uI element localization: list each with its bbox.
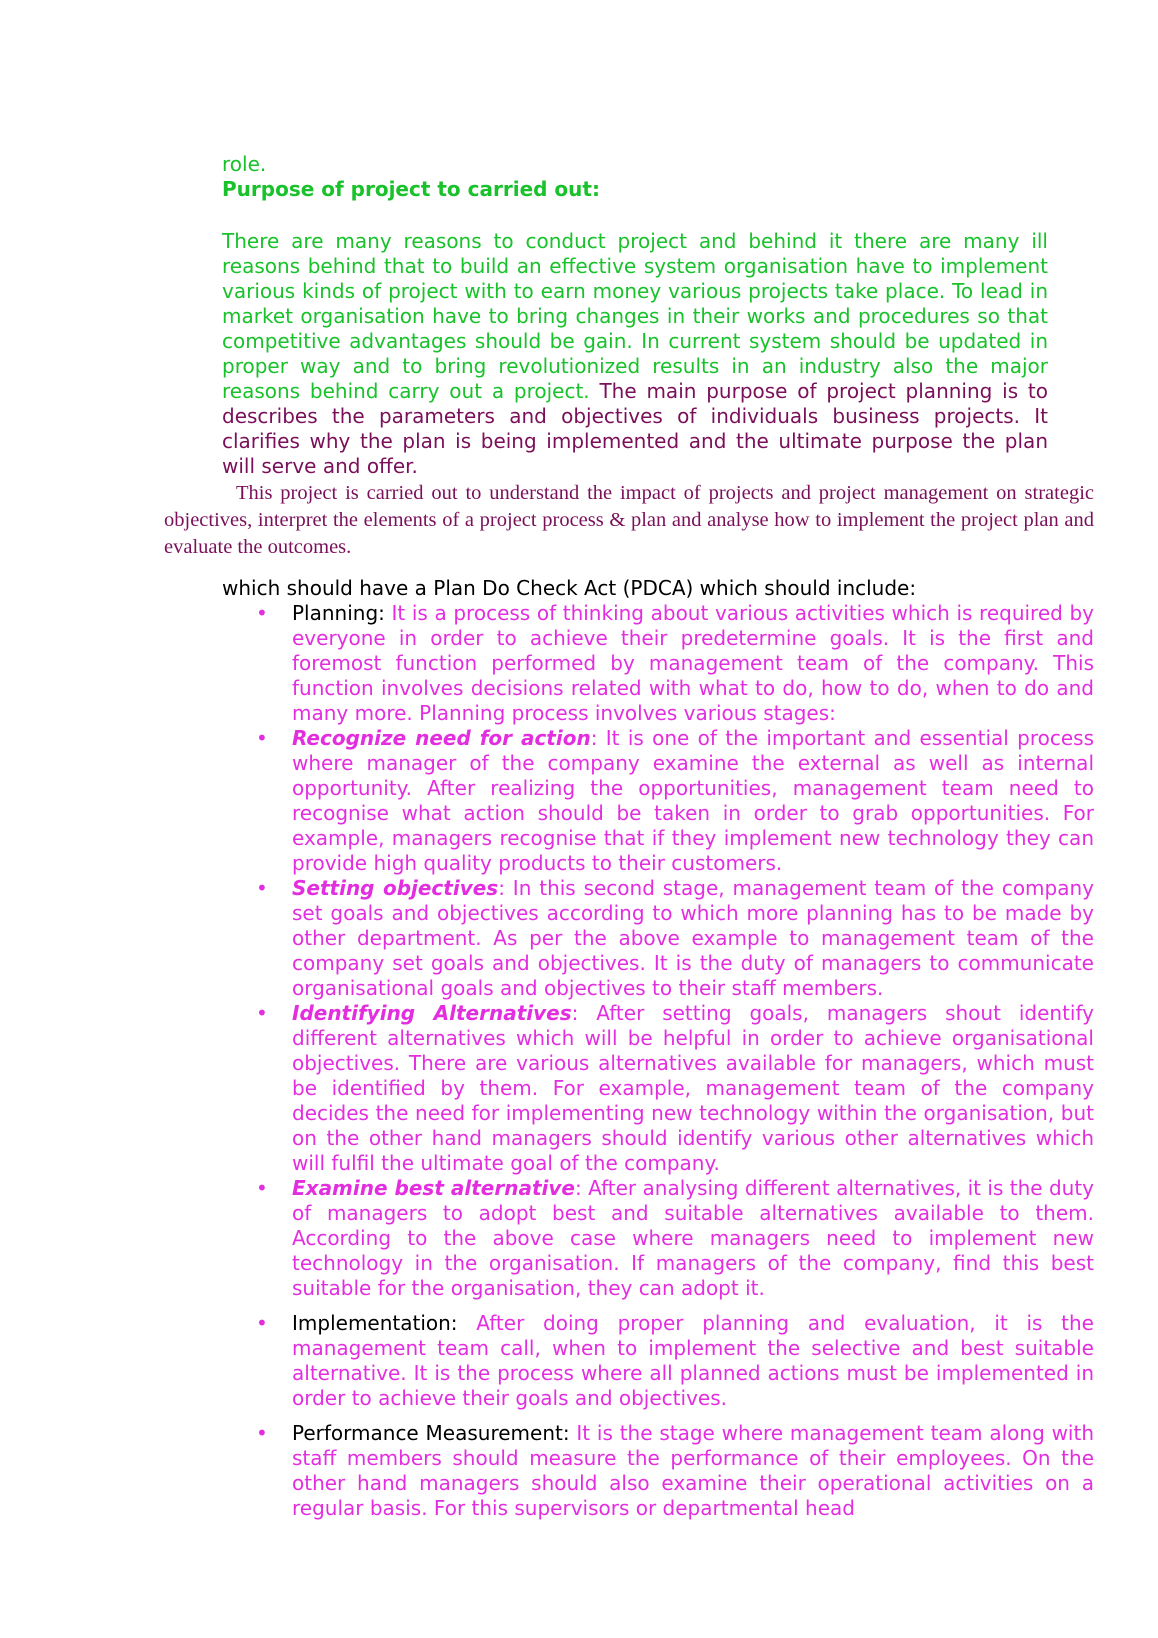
bullet-text: : It is one of the important and essential process where manager of the company examine the external as well as internal opportunity. After realizing the opportunities, management team need to recognise what action should be taken in order to grab opportunities. For example, managers recognise that if they implement new technology they can provide high quality products to their customers. xyxy=(292,726,1094,875)
bullet-term: Identifying Alternatives xyxy=(292,1001,572,1025)
bullet-text: : After analysing different alternatives, it is the duty of managers to adopt best and suitable alternatives available to them. According to the above case where managers need to implement new technology in the organisation. If managers of the company, find this best suitable for the organisation, they can adopt it. xyxy=(292,1176,1095,1300)
bullet-icon: • xyxy=(256,1421,268,1445)
bullet-icon: • xyxy=(256,876,268,900)
bullet-term: Setting objectives xyxy=(292,876,499,900)
purpose-paragraph xyxy=(222,229,1048,479)
bullet-text: : After setting goals, managers shout identify different alternatives which will be helpful in order to achieve organisational objectives. There are various alternatives available for managers, which must be identified by them. For example, management team of the company decides the need for implementing new technology within the organisation, but on the other hand managers should identify various other alternatives which will fulfil the ultimate goal of the company. xyxy=(292,1001,1094,1175)
bullet-term: Planning: xyxy=(292,601,385,625)
list-item-implementation xyxy=(256,1311,1094,1411)
purpose-heading: Purpose of project to carried out: xyxy=(222,177,600,201)
list-item-examine-best-alternative xyxy=(256,1176,1095,1301)
bullet-text: After doing proper planning and evaluation, it is the management team call, when to implement the selective and best suitable alternative. It is the process where all planned actions must be implemented in order to achieve their goals and objectives. xyxy=(292,1311,1094,1410)
bullet-text: It is the stage where management team along with staff members should measure the performance of their employees. On the other hand managers should also examine their operational activities on a regular basis. For this supervisors or departmental head xyxy=(292,1421,1094,1520)
list-item-performance-measurement xyxy=(256,1421,1094,1521)
bullet-text: It is a process of thinking about various activities which is required by everyone in order to achieve their predetermine goals. It is the first and foremost function performed by management team of the company. This function involves decisions related with what to do, how to do, when to do and many more. Planning process involves various stages: xyxy=(292,601,1094,725)
list-item-recognize-need xyxy=(256,726,1094,876)
bullet-icon: • xyxy=(256,1001,268,1025)
purpose-text-green: There are many reasons to conduct project and behind it there are many ill reasons behind that to build an effective system organisation have to implement various kinds of project with to earn money various projects take place. To lead in market organisation have to bring changes in their works and procedures so that competitive advantages should be gain. In current system should be updated in proper way and to bring revolutionized results in an industry also the major reasons behind carry out a project. xyxy=(222,229,1048,403)
pdca-bullet-list xyxy=(256,601,1095,1521)
bullet-term: Recognize need for action xyxy=(292,726,591,750)
bullet-term: Performance Measurement: xyxy=(292,1421,570,1445)
pdca-intro: which should have a Plan Do Check Act (PDCA) which should include: xyxy=(222,576,917,600)
bullet-text: : In this second stage, management team of the company set goals and objectives according to which more planning has to be made by other department. As per the above example to management team of the company set goals and objectives. It is the duty of managers to communicate organisational goals and objectives to their staff members. xyxy=(292,876,1094,1000)
list-item-setting-objectives xyxy=(256,876,1094,1001)
bullet-icon: • xyxy=(256,1176,268,1200)
bullet-icon: • xyxy=(256,726,268,750)
purpose-text-purple: The main purpose of project planning is to describes the parameters and objectives of individuals business projects. It clarifies why the plan is being implemented and the ultimate purpose the plan will serve and offer. xyxy=(222,379,1048,478)
bullet-term: Examine best alternative xyxy=(292,1176,575,1200)
role-line: role. xyxy=(222,152,267,176)
list-item-identifying-alternatives xyxy=(256,1001,1094,1176)
bullet-icon: • xyxy=(256,601,268,625)
project-paragraph: This project is carried out to understand the impact of projects and project management on strategic objectives, interpret the elements of a project process & plan and analyse how to implement the project plan and evaluate the outcomes. xyxy=(164,482,1094,558)
bullet-icon: • xyxy=(256,1311,268,1335)
list-item-planning xyxy=(256,601,1094,726)
bullet-term: Implementation: xyxy=(292,1311,458,1335)
